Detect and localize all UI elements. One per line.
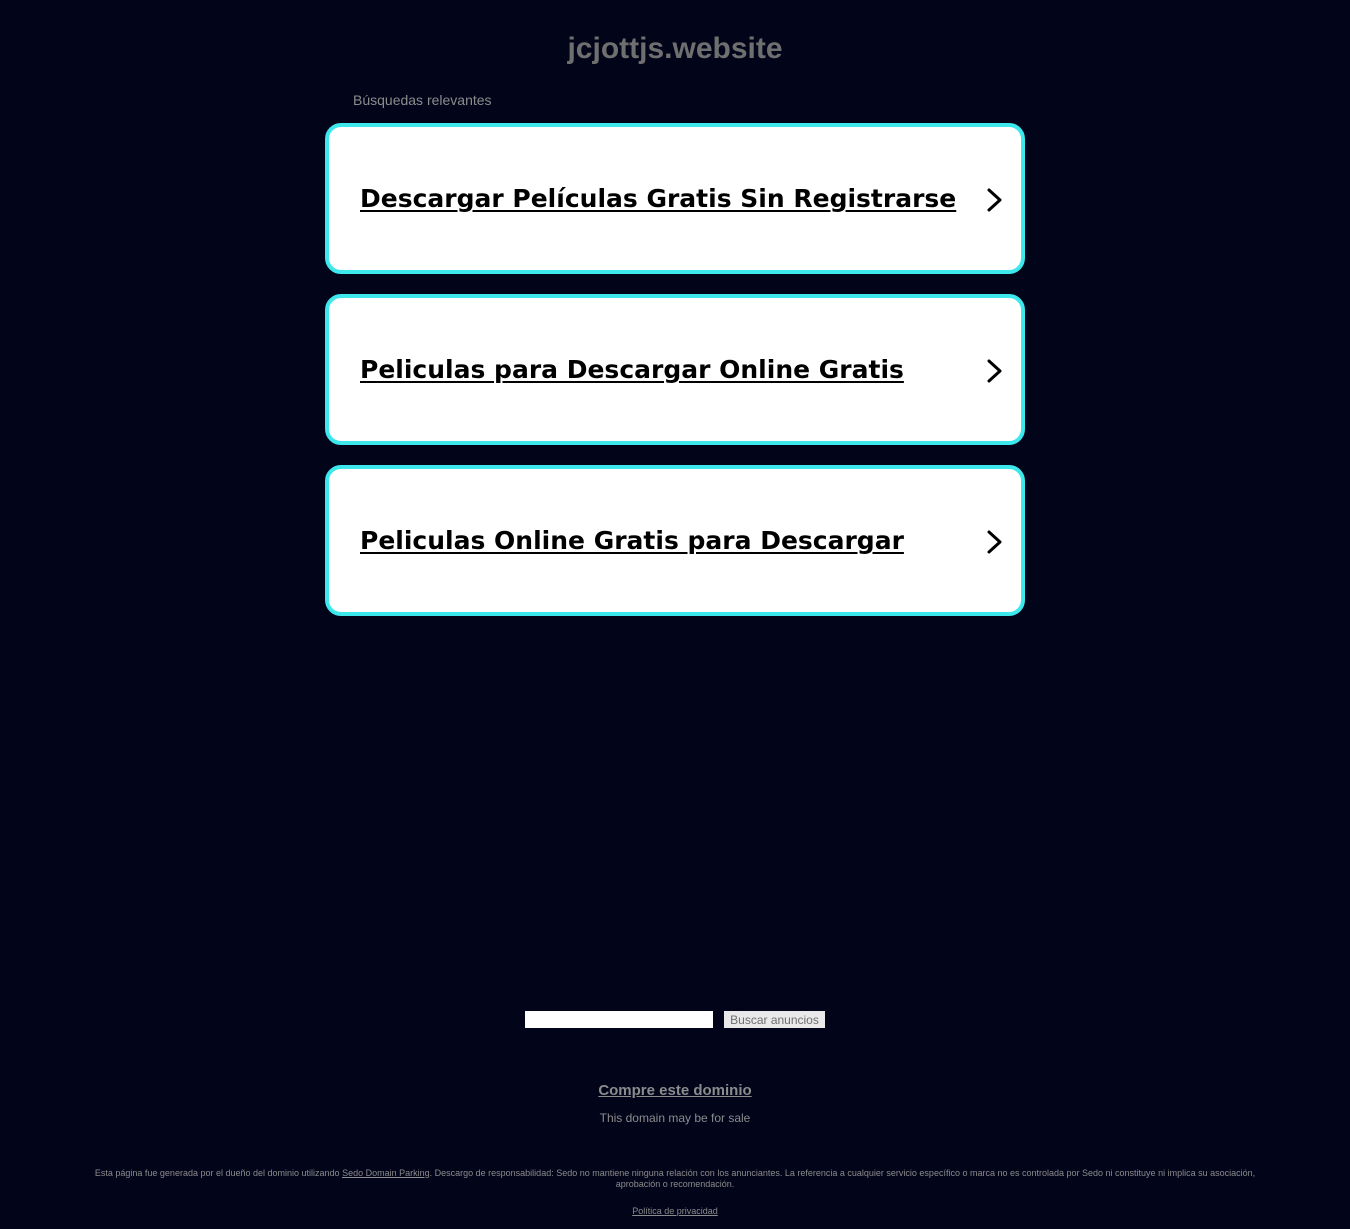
sedo-parking-link[interactable]: Sedo Domain Parking (342, 1168, 430, 1178)
search-result-card[interactable] (325, 465, 1025, 616)
search-ads-button[interactable]: Buscar anuncios (724, 1011, 825, 1028)
ad-search-form (525, 1011, 825, 1028)
disclaimer-prefix: Esta página fue generada por el dueño del dominio utilizando (94, 1168, 343, 1178)
chevron-right-icon (983, 529, 1005, 555)
search-result-card[interactable] (325, 294, 1025, 445)
domain-title: jcjottjs.website (567, 32, 783, 65)
search-result-link[interactable]: Peliculas para Descargar Online Gratis (360, 355, 904, 384)
ad-search-input[interactable] (525, 1011, 713, 1028)
chevron-right-icon (983, 187, 1005, 213)
domain-for-sale-text: This domain may be for sale (599, 1111, 751, 1125)
disclaimer-suffix: . Descargo de responsabilidad: Sedo no mantiene ninguna relación con los anunciantes. La referencia a cualquier servicio específico o marca no es controlada por Sedo ni constituye ni implica su asociación, aprobación o recomendación. (429, 1168, 1256, 1189)
privacy-policy-link[interactable]: Política de privacidad (632, 1206, 718, 1216)
related-searches-label: Búsquedas relevantes (353, 92, 492, 108)
search-result-card[interactable] (325, 123, 1025, 274)
buy-domain-link[interactable]: Compre este dominio (598, 1082, 752, 1099)
disclaimer-text (75, 1168, 1275, 1190)
search-result-link[interactable]: Peliculas Online Gratis para Descargar (360, 526, 904, 555)
chevron-right-icon (983, 358, 1005, 384)
search-result-link[interactable]: Descargar Películas Gratis Sin Registrarse (360, 184, 957, 213)
related-searches-list (325, 123, 1025, 636)
